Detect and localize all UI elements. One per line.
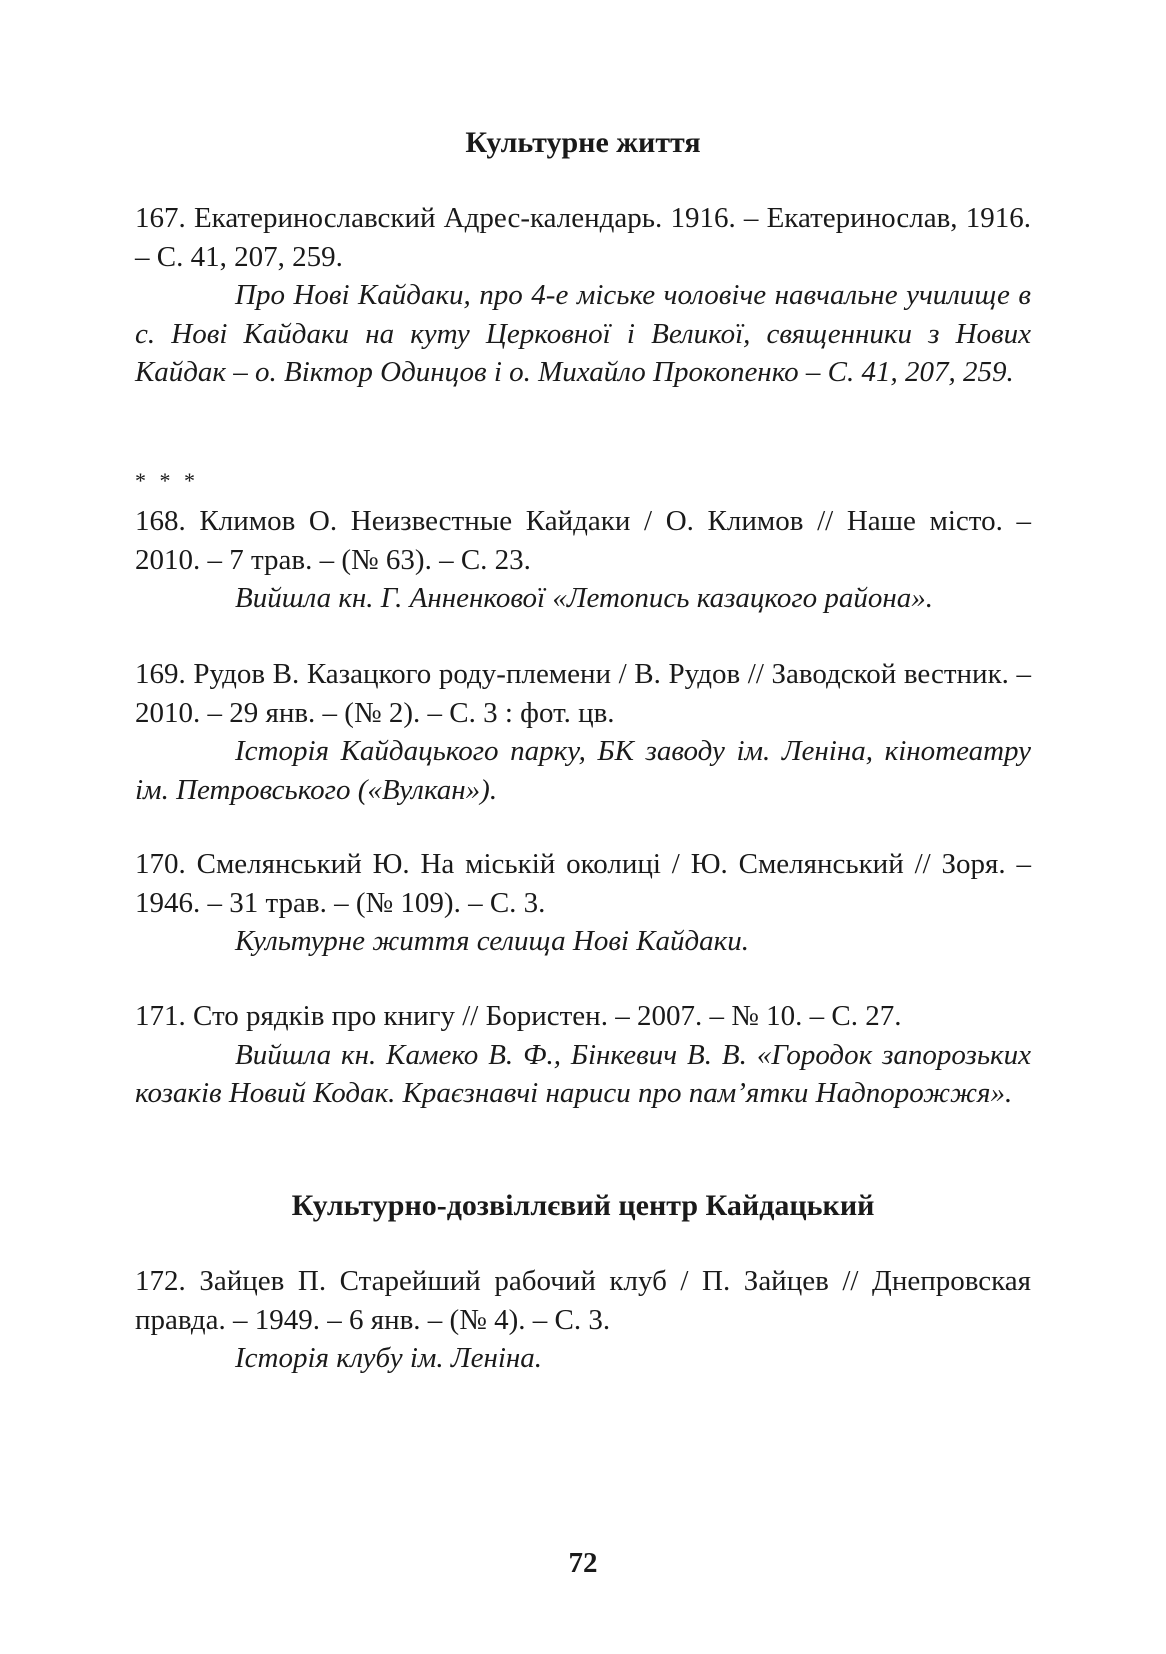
entry-annotation: Культурне життя селища Нові Кайдаки. [235,925,749,957]
entry-citation: 170. Смелянський Ю. На міській околиці / Ю. Смелянський // Зоря. – 1946. – 31 трав. – (№ 109). – С. 3. [135,848,1031,919]
section-heading-cultural-life: Культурне життя [465,126,701,159]
bibliography-entry-167 [135,199,1031,392]
bibliography-entry-169 [135,655,1031,809]
entry-annotation: Історія Кайдацького парку, БК заводу ім. Леніна, кінотеатру ім. Петровського («Вулкан»). [135,735,1031,806]
bibliography-entry-168 [135,502,1031,618]
entry-annotation: Про Нові Кайдаки, про 4-е міське чоловіче навчальне училище в с. Нові Кайдаки на куту Церковної і Великої, священники з Нових Кайдак – о. Віктор Одинцов і о. Михайло Прокопенко – С. 41, 207, 259. [135,279,1031,388]
entry-annotation: Вийшла кн. Г. Анненкової «Летопись казацкого района». [235,582,934,614]
entry-annotation: Історія клубу ім. Леніна. [235,1342,543,1374]
entry-citation: 168. Климов О. Неизвестные Кайдаки / О. Климов // Наше місто. – 2010. – 7 трав. – (№ 63). – С. 23. [135,505,1031,576]
bibliography-entry-170 [135,845,1031,961]
bibliography-entry-171 [135,997,1031,1113]
bibliography-entry-172 [135,1262,1031,1378]
entry-citation: 167. Екатеринославский Адрес-календарь. 1916. – Екатеринослав, 1916. – С. 41, 207, 259. [135,202,1031,273]
entry-citation: 171. Сто рядків про книгу // Бористен. – 2007. – № 10. – С. 27. [135,1000,902,1032]
entry-citation: 169. Рудов В. Казацкого роду-племени / В. Рудов // Заводской вестник. – 2010. – 29 янв. – (№ 2). – С. 3 : фот. цв. [135,658,1031,729]
entry-citation: 172. Зайцев П. Старейший рабочий клуб / П. Зайцев // Днепровская правда. – 1949. – 6 янв. – (№ 4). – С. 3. [135,1265,1031,1336]
section-separator: * * * [135,468,199,493]
entry-annotation: Вийшла кн. Камеко В. Ф., Бінкевич В. В. «Городок запорозьких козаків Новий Кодак. Краєзнавчі нариси про пам’ятки Надпорожжя». [135,1038,1031,1109]
page-number: 72 [568,1547,598,1579]
section-heading-kaidatsky-center: Культурно-дозвіллєвий центр Кайдацький [291,1189,875,1222]
